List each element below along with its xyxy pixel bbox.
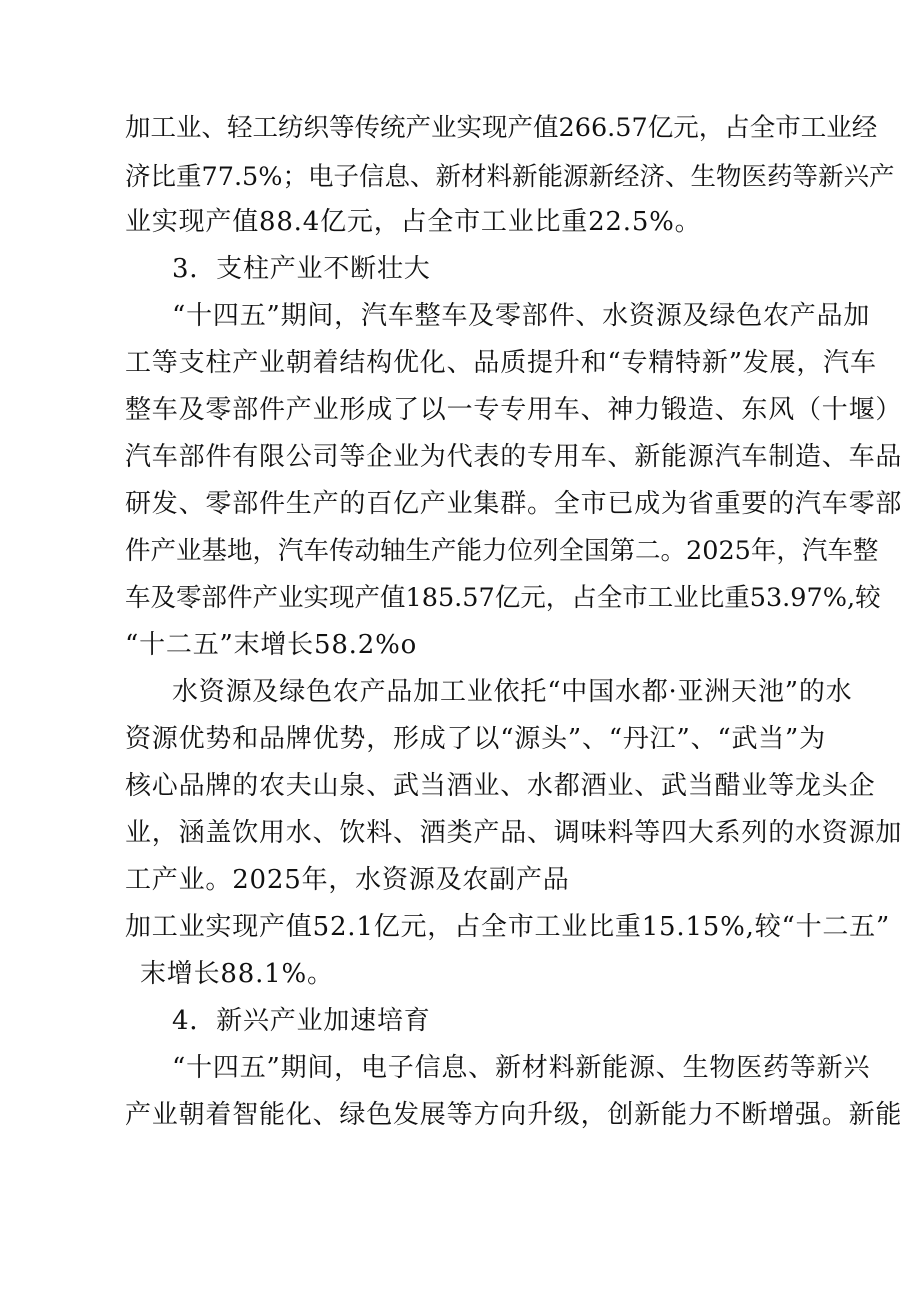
text-line: 工产业。2025年，水资源及农副产品 [125,865,570,895]
text-line: 核心品牌的农夫山泉、武当酒业、水都酒业、武当醋业等龙头企 [125,771,876,801]
text-line: “十二五”末增长58.2%o [125,630,418,660]
text-line: 济比重77.5%；电子信息、新材料新能源新经济、生物医药等新兴产 [125,162,895,192]
text-line: “十四五”期间，汽车整车及零部件、水资源及绿色农产品加 [172,301,871,331]
text-line: 整车及零部件产业形成了以一专专用车、神力锻造、东风（十堰） [125,395,903,425]
text-line: 件产业基地，汽车传动轴生产能力位列全国第二。2025年，汽车整 [125,536,879,566]
text-line: 资源优势和品牌优势，形成了以“源头”、“丹江”、“武当”为 [125,724,826,754]
section-heading: 3．支柱产业不断壮大 [172,254,431,284]
text-line: 产业朝着智能化、绿色发展等方向升级，创新能力不断增强。新能 [125,1100,903,1130]
section-heading: 4．新兴产业加速培育 [172,1006,431,1036]
text-line: 末增长88.1%。 [140,959,334,989]
text-line: 研发、零部件生产的百亿产业集群。全市已成为省重要的汽车零部 [125,489,903,519]
text-line: 汽车部件有限公司等企业为代表的专用车、新能源汽车制造、车品 [125,442,903,472]
text-line: 加工业实现产值52.1亿元，占全市工业比重15.15%,较“十二五” [125,912,891,942]
text-line: 业实现产值88.4亿元，占全市工业比重22.5%。 [125,207,702,237]
text-line: 水资源及绿色农产品加工业依托“中国水都·亚洲天池”的水 [172,677,853,707]
text-line: 业，涵盖饮用水、饮料、酒类产品、调味料等四大系列的水资源加 [125,818,903,848]
text-line: 工等支柱产业朝着结构优化、品质提升和“专精特新”发展，汽车 [125,348,877,378]
text-line: 加工业、轻工纺织等传统产业实现产值266.57亿元，占全市工业经 [125,113,878,143]
text-line: 车及零部件产业实现产值185.57亿元，占全市工业比重53.97%,较 [125,583,881,613]
text-line: “十四五”期间，电子信息、新材料新能源、生物医药等新兴 [172,1053,871,1083]
